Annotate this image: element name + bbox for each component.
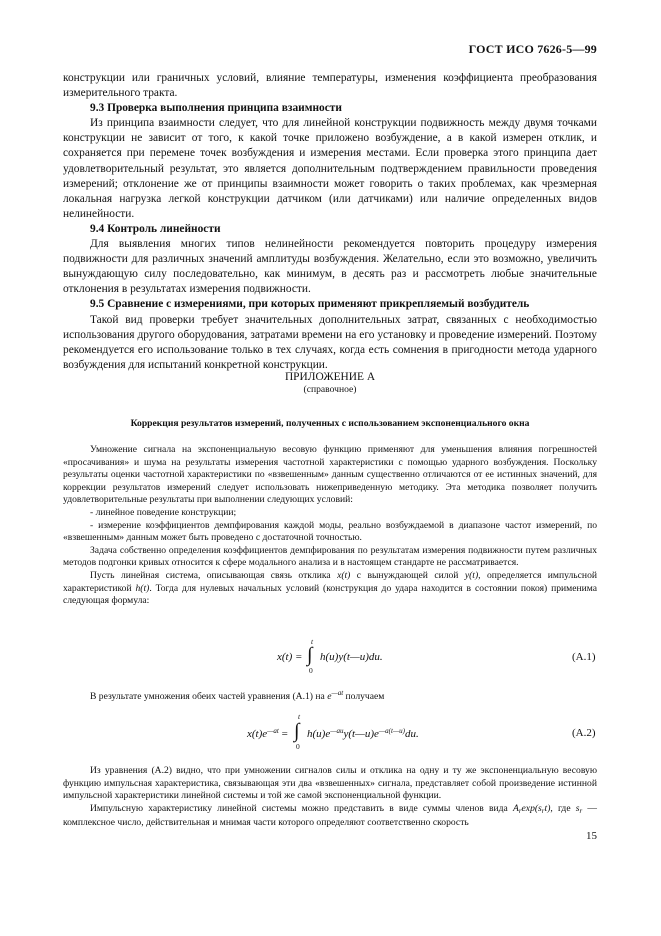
appendix-paragraph-1: Умножение сигнала на экспоненциальную весовую функцию применяют для уменьшения влияния погрешностей «просачивания» и шума на результаты измерения частотной характеристики с помощью ударного возбуждения. Поскольку результаты оценки частотной характеристики по «взвешенным» данным существенно отличаются от ее истинных значений, для коррекции результатов измерений следует использовать нижеприведенную методику. Эта методика позволяет получить удовлетворительные результаты при выполнении следующих условий: <box>63 444 597 506</box>
equation-a1-rhs: h(u)y(t—u)du. <box>320 651 383 663</box>
equation-a2-lhs: $x(t)e^{—at}$ = <box>247 727 288 740</box>
main-text-block <box>63 71 597 373</box>
integral-lower-limit: 0 <box>309 666 313 675</box>
appendix-title: ПРИЛОЖЕНИЕ А <box>284 371 376 383</box>
paragraph-continuation: конструкции или граничных условий, влияние температуры, изменения коэффициента преобразования измерительного тракта. <box>63 72 597 100</box>
integral-sign: ∫ <box>307 644 313 666</box>
section-heading-9-4: 9.4 Контроль линейности <box>90 222 221 235</box>
integral-lower-limit-2: 0 <box>296 742 300 751</box>
page-number: 15 <box>586 830 597 842</box>
list-item-2: - измерение коэффициентов демпфирования каждой моды, реально возбуждаемой в диапазоне частот измерений, по «взвешенным» данным может быть проведено с достаточной точностью. <box>63 519 597 544</box>
section-heading-9-5: 9.5 Сравнение с измерениями, при которых применяют прикрепляемый возбудитель <box>90 298 530 311</box>
integral-sign-2: ∫ <box>294 720 300 742</box>
appendix-subtitle: (справочное) <box>303 384 357 395</box>
appendix-paragraph-4: В результате умножения обеих частей уравнения (A.1) на $e^{—at}$ получаем <box>90 689 385 702</box>
section-heading-9-3: 9.3 Проверка выполнения принципа взаимности <box>90 102 342 115</box>
appendix-heading: Коррекция результатов измерений, полученных с использованием экспоненциального окна <box>130 418 530 429</box>
appendix-heading-block <box>63 418 597 430</box>
appendix-paragraph-2: Задача собственно определения коэффициентов демпфирования по результатам измерения подвижности путем различных методов подгонки кривых относится к сфере модального анализа и в настоящем стандарте не рассматривается. <box>63 544 597 569</box>
equation-a2-rhs: $h(u)e^{—au}y(t—u)e^{—a(t—u)}du$. <box>307 727 419 740</box>
integral-upper-limit: t <box>311 637 314 646</box>
appendix-text-block-3 <box>63 765 597 830</box>
appendix-header <box>63 370 597 396</box>
appendix-paragraph-6: Импульсную характеристику линейной системы можно представить в виде суммы членов вида $A_r\exp(s_rt)$, где $s_r$ — комплексное число, действительная и мнимая части которого определяют соответственно скорость <box>63 802 597 829</box>
equation-a1-number: (A.1) <box>572 651 596 663</box>
equation-a2-number: (A.2) <box>572 727 596 739</box>
appendix-text-block-2 <box>63 687 597 704</box>
paragraph-9-3: Из принципа взаимности следует, что для линейной конструкции подвижность между двумя точками конструкции не зависит от того, к какой точке приложено возбуждение, а в какой измерен отклик, и сохраняется при перемене точек возбуждения и измерения местами. Если проверка этого принципа дает удовлетворительный результат, это является дополнительным подтверждением правильности проведения измерений; отклонение же от принципы взаимности может говорить о таких проблемах, как чрезмерная локальная нагрузка легкой конструкции датчиком (или датчиками) или наличие определенных видов нелинейности. <box>63 117 597 220</box>
document-code-header: ГОСТ ИСО 7626-5—99 <box>468 42 597 56</box>
appendix-paragraph-3: Пусть линейная система, описывающая связь отклика x(t) с вынуждающей силой y(t), определяется импульсной характеристикой h(t). Тогда для нулевых начальных условий (конструкция до удара находится в состоянии покоя) применима следующая формула: <box>63 569 597 607</box>
paragraph-9-5: Такой вид проверки требует значительных дополнительных затрат, связанных с необходимостью использования другого оборудования, затратами времени на его установку и проведение измерений. Поэтому рекомендуется его использование только в тех случаях, когда есть сомнения в пригодности метода ударного возбуждения для испытаний конкретной конструкции. <box>63 313 597 371</box>
list-item-1: - линейное поведение конструкции; <box>90 506 237 518</box>
equation-a1-lhs: x(t) = <box>277 651 303 663</box>
appendix-paragraph-5: Из уравнения (A.2) видно, что при умножении сигналов силы и отклика на одну и ту же экспоненциальную весовую функцию импульсная характеристика, связывающая эти два «взвешенных» сигнала, представляет собой произведение истинной импульсной характеристики линейной системы и той же самой экспоненциальной функции. <box>63 765 597 802</box>
paragraph-9-4: Для выявления многих типов нелинейности рекомендуется повторить процедуру измерения подвижности для различных значений амплитуды возбуждения. Желательно, если это возможно, увеличить вынуждающую силу последовательно, как минимум, в десять раз и рассмотреть любые значительные отклонения в результатах измерения подвижности. <box>63 238 597 296</box>
appendix-text-block <box>63 444 597 608</box>
integral-upper-limit-2: t <box>298 712 301 721</box>
